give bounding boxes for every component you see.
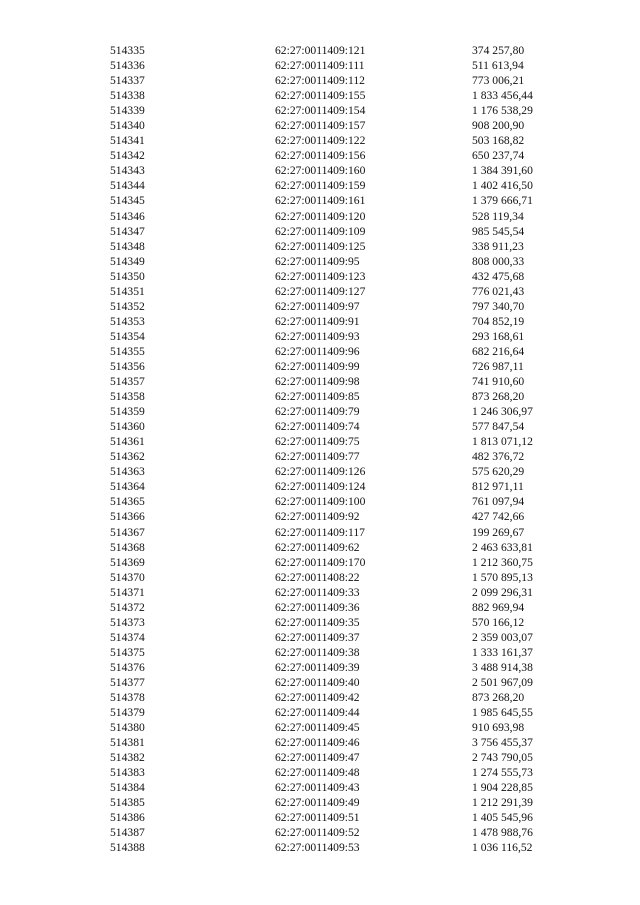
row-number-cell: 514370 <box>110 570 145 584</box>
table-row <box>110 269 540 284</box>
row-number-cell: 514335 <box>110 44 145 57</box>
cadastral-number-cell: 62:27:0011408:22 <box>275 570 360 584</box>
table-row <box>110 494 540 509</box>
row-number-cell: 514376 <box>110 660 145 674</box>
cadastral-number-cell: 62:27:0011409:40 <box>275 675 360 689</box>
table-row <box>110 359 540 374</box>
row-number-cell: 514365 <box>110 495 145 509</box>
table-row <box>110 840 540 855</box>
row-number-cell: 514340 <box>110 119 145 133</box>
row-number-cell: 514383 <box>110 766 145 780</box>
table-body <box>110 43 540 856</box>
table-row <box>110 58 540 73</box>
table-row <box>110 630 540 645</box>
cadastral-value-cell: 2 463 633,81 <box>472 540 533 554</box>
table-row <box>110 344 540 359</box>
table-row <box>110 705 540 720</box>
cadastral-number-cell: 62:27:0011409:157 <box>275 119 366 133</box>
cadastral-value-cell: 873 268,20 <box>472 691 525 705</box>
cadastral-value-cell: 726 987,11 <box>472 359 524 373</box>
cadastral-number-cell: 62:27:0011409:160 <box>275 164 366 178</box>
cadastral-value-cell: 1 036 116,52 <box>472 841 533 855</box>
cadastral-value-cell: 528 119,34 <box>472 209 524 223</box>
cadastral-value-cell: 1 274 555,73 <box>472 766 533 780</box>
cadastral-value-cell: 427 742,66 <box>472 510 525 524</box>
cadastral-number-cell: 62:27:0011409:161 <box>275 194 366 208</box>
cadastral-number-cell: 62:27:0011409:125 <box>275 239 366 253</box>
table-row <box>110 209 540 224</box>
cadastral-number-cell: 62:27:0011409:117 <box>275 525 365 539</box>
row-number-cell: 514337 <box>110 74 145 88</box>
cadastral-number-cell: 62:27:0011409:52 <box>275 826 360 840</box>
row-number-cell: 514386 <box>110 811 145 825</box>
cadastral-number-cell: 62:27:0011409:122 <box>275 134 366 148</box>
cadastral-value-cell: 873 268,20 <box>472 390 525 404</box>
cadastral-value-cell: 1 833 456,44 <box>472 89 533 103</box>
row-number-cell: 514369 <box>110 555 145 569</box>
cadastral-value-cell: 1 402 416,50 <box>472 179 533 193</box>
cadastral-value-cell: 1 570 895,13 <box>472 570 533 584</box>
cadastral-number-cell: 62:27:0011409:91 <box>275 314 360 328</box>
cadastral-number-cell: 62:27:0011409:77 <box>275 450 360 464</box>
cadastral-number-cell: 62:27:0011409:33 <box>275 585 360 599</box>
cadastral-number-cell: 62:27:0011409:74 <box>275 420 360 434</box>
cadastral-number-cell: 62:27:0011409:95 <box>275 254 360 268</box>
row-number-cell: 514348 <box>110 239 145 253</box>
row-number-cell: 514361 <box>110 435 145 449</box>
cadastral-number-cell: 62:27:0011409:75 <box>275 435 360 449</box>
cadastral-number-cell: 62:27:0011409:155 <box>275 89 366 103</box>
cadastral-number-cell: 62:27:0011409:36 <box>275 600 360 614</box>
cadastral-value-cell: 910 693,98 <box>472 721 525 735</box>
cadastral-number-cell: 62:27:0011409:120 <box>275 209 366 223</box>
cadastral-number-cell: 62:27:0011409:154 <box>275 104 366 118</box>
row-number-cell: 514338 <box>110 89 145 103</box>
row-number-cell: 514362 <box>110 450 145 464</box>
row-number-cell: 514381 <box>110 736 145 750</box>
cadastral-value-cell: 761 097,94 <box>472 495 525 509</box>
cadastral-value-cell: 741 910,60 <box>472 375 525 389</box>
cadastral-value-cell: 575 620,29 <box>472 465 525 479</box>
row-number-cell: 514379 <box>110 706 145 720</box>
table-row <box>110 464 540 479</box>
row-number-cell: 514387 <box>110 826 145 840</box>
row-number-cell: 514354 <box>110 329 145 343</box>
cadastral-value-cell: 1 813 071,12 <box>472 435 533 449</box>
row-number-cell: 514388 <box>110 841 145 855</box>
cadastral-value-cell: 682 216,64 <box>472 344 525 358</box>
cadastral-value-cell: 882 969,94 <box>472 600 525 614</box>
table-row <box>110 329 540 344</box>
table-row <box>110 750 540 765</box>
row-number-cell: 514343 <box>110 164 145 178</box>
table-row <box>110 780 540 795</box>
table-row <box>110 449 540 464</box>
row-number-cell: 514377 <box>110 675 145 689</box>
row-number-cell: 514368 <box>110 540 145 554</box>
table-row <box>110 43 540 58</box>
row-number-cell: 514382 <box>110 751 145 765</box>
cadastral-number-cell: 62:27:0011409:112 <box>275 74 365 88</box>
row-number-cell: 514341 <box>110 134 145 148</box>
cadastral-value-cell: 1 176 538,29 <box>472 104 533 118</box>
table-row <box>110 825 540 840</box>
cadastral-value-cell: 1 212 360,75 <box>472 555 533 569</box>
cadastral-value-cell: 1 405 545,96 <box>472 811 533 825</box>
row-number-cell: 514358 <box>110 390 145 404</box>
row-number-cell: 514373 <box>110 615 145 629</box>
cadastral-value-cell: 2 743 790,05 <box>472 751 533 765</box>
cadastral-value-cell: 2 359 003,07 <box>472 630 533 644</box>
cadastral-number-cell: 62:27:0011409:53 <box>275 841 360 855</box>
table-row <box>110 148 540 163</box>
cadastral-number-cell: 62:27:0011409:44 <box>275 706 360 720</box>
cadastral-number-cell: 62:27:0011409:109 <box>275 224 366 238</box>
cadastral-number-cell: 62:27:0011409:47 <box>275 751 360 765</box>
row-number-cell: 514336 <box>110 59 145 73</box>
cadastral-value-cell: 293 168,61 <box>472 329 525 343</box>
table-row <box>110 600 540 615</box>
cadastral-value-cell: 773 006,21 <box>472 74 525 88</box>
cadastral-value-cell: 776 021,43 <box>472 284 525 298</box>
table-row <box>110 555 540 570</box>
table-row <box>110 254 540 269</box>
row-number-cell: 514366 <box>110 510 145 524</box>
cadastral-number-cell: 62:27:0011409:37 <box>275 630 360 644</box>
table-row <box>110 133 540 148</box>
row-number-cell: 514339 <box>110 104 145 118</box>
cadastral-number-cell: 62:27:0011409:38 <box>275 645 360 659</box>
row-number-cell: 514350 <box>110 269 145 283</box>
cadastral-number-cell: 62:27:0011409:85 <box>275 390 360 404</box>
row-number-cell: 514367 <box>110 525 145 539</box>
row-number-cell: 514374 <box>110 630 145 644</box>
cadastral-number-cell: 62:27:0011409:35 <box>275 615 360 629</box>
cadastral-number-cell: 62:27:0011409:99 <box>275 359 360 373</box>
table-row <box>110 374 540 389</box>
cadastral-value-cell: 3 756 455,37 <box>472 736 533 750</box>
cadastral-value-cell: 812 971,11 <box>472 480 524 494</box>
table-row <box>110 88 540 103</box>
cadastral-number-cell: 62:27:0011409:170 <box>275 555 366 569</box>
table-row <box>110 585 540 600</box>
cadastral-number-cell: 62:27:0011409:100 <box>275 495 366 509</box>
cadastral-number-cell: 62:27:0011409:39 <box>275 660 360 674</box>
cadastral-value-cell: 985 545,54 <box>472 224 525 238</box>
table-row <box>110 675 540 690</box>
table-row <box>110 525 540 540</box>
table-row <box>110 284 540 299</box>
cadastral-number-cell: 62:27:0011409:159 <box>275 179 366 193</box>
table-row <box>110 615 540 630</box>
row-number-cell: 514363 <box>110 465 145 479</box>
table-row <box>110 690 540 705</box>
cadastral-value-cell: 570 166,12 <box>472 615 525 629</box>
cadastral-value-cell: 1 985 645,55 <box>472 706 533 720</box>
row-number-cell: 514372 <box>110 600 145 614</box>
cadastral-number-cell: 62:27:0011409:124 <box>275 480 366 494</box>
row-number-cell: 514347 <box>110 224 145 238</box>
cadastral-number-cell: 62:27:0011409:42 <box>275 691 360 705</box>
cadastral-value-cell: 1 379 666,71 <box>472 194 533 208</box>
cadastral-value-cell: 1 212 291,39 <box>472 796 533 810</box>
cadastral-number-cell: 62:27:0011409:97 <box>275 299 360 313</box>
cadastral-number-cell: 62:27:0011409:93 <box>275 329 360 343</box>
cadastral-number-cell: 62:27:0011409:127 <box>275 284 366 298</box>
table-row <box>110 224 540 239</box>
row-number-cell: 514364 <box>110 480 145 494</box>
cadastral-number-cell: 62:27:0011409:49 <box>275 796 360 810</box>
cadastral-value-cell: 908 200,90 <box>472 119 525 133</box>
table-row <box>110 479 540 494</box>
cadastral-value-cell: 199 269,67 <box>472 525 525 539</box>
cadastral-value-cell: 797 340,70 <box>472 299 525 313</box>
row-number-cell: 514349 <box>110 254 145 268</box>
table-row <box>110 239 540 254</box>
table-row <box>110 419 540 434</box>
cadastral-value-cell: 2 099 296,31 <box>472 585 533 599</box>
cadastral-value-table <box>110 43 540 856</box>
row-number-cell: 514356 <box>110 359 145 373</box>
cadastral-value-cell: 808 000,33 <box>472 254 525 268</box>
table-row <box>110 645 540 660</box>
cadastral-value-cell: 1 384 391,60 <box>472 164 533 178</box>
table-row <box>110 299 540 314</box>
cadastral-number-cell: 62:27:0011409:92 <box>275 510 360 524</box>
cadastral-value-cell: 1 904 228,85 <box>472 781 533 795</box>
table-row <box>110 795 540 810</box>
cadastral-value-cell: 338 911,23 <box>472 239 524 253</box>
table-row <box>110 163 540 178</box>
table-row <box>110 118 540 133</box>
row-number-cell: 514346 <box>110 209 145 223</box>
row-number-cell: 514371 <box>110 585 145 599</box>
cadastral-number-cell: 62:27:0011409:126 <box>275 465 366 479</box>
cadastral-value-cell: 577 847,54 <box>472 420 525 434</box>
cadastral-number-cell: 62:27:0011409:51 <box>275 811 360 825</box>
cadastral-value-cell: 1 246 306,97 <box>472 405 533 419</box>
table-row <box>110 314 540 329</box>
table-row <box>110 389 540 404</box>
row-number-cell: 514342 <box>110 149 145 163</box>
cadastral-value-cell: 3 488 914,38 <box>472 660 533 674</box>
row-number-cell: 514353 <box>110 314 145 328</box>
row-number-cell: 514345 <box>110 194 145 208</box>
cadastral-number-cell: 62:27:0011409:45 <box>275 721 360 735</box>
cadastral-value-cell: 2 501 967,09 <box>472 675 533 689</box>
row-number-cell: 514344 <box>110 179 145 193</box>
cadastral-value-cell: 482 376,72 <box>472 450 525 464</box>
table-row <box>110 178 540 193</box>
cadastral-number-cell: 62:27:0011409:62 <box>275 540 360 554</box>
cadastral-number-cell: 62:27:0011409:121 <box>275 44 366 57</box>
row-number-cell: 514375 <box>110 645 145 659</box>
row-number-cell: 514355 <box>110 344 145 358</box>
table-row <box>110 810 540 825</box>
cadastral-number-cell: 62:27:0011409:98 <box>275 375 360 389</box>
cadastral-number-cell: 62:27:0011409:48 <box>275 766 360 780</box>
table-row <box>110 720 540 735</box>
row-number-cell: 514351 <box>110 284 145 298</box>
table-row <box>110 660 540 675</box>
table-row <box>110 193 540 208</box>
table-row <box>110 509 540 524</box>
table-row <box>110 434 540 449</box>
row-number-cell: 514378 <box>110 691 145 705</box>
cadastral-value-cell: 704 852,19 <box>472 314 525 328</box>
cadastral-value-cell: 1 333 161,37 <box>472 645 533 659</box>
table-row <box>110 103 540 118</box>
row-number-cell: 514380 <box>110 721 145 735</box>
cadastral-value-cell: 1 478 988,76 <box>472 826 533 840</box>
cadastral-number-cell: 62:27:0011409:46 <box>275 736 360 750</box>
cadastral-value-cell: 432 475,68 <box>472 269 525 283</box>
row-number-cell: 514357 <box>110 375 145 389</box>
cadastral-number-cell: 62:27:0011409:123 <box>275 269 366 283</box>
table-row <box>110 735 540 750</box>
row-number-cell: 514384 <box>110 781 145 795</box>
cadastral-value-cell: 374 257,80 <box>472 44 525 57</box>
table-row <box>110 570 540 585</box>
cadastral-number-cell: 62:27:0011409:96 <box>275 344 360 358</box>
cadastral-value-cell: 650 237,74 <box>472 149 525 163</box>
row-number-cell: 514360 <box>110 420 145 434</box>
cadastral-value-cell: 503 168,82 <box>472 134 525 148</box>
cadastral-number-cell: 62:27:0011409:79 <box>275 405 360 419</box>
cadastral-number-cell: 62:27:0011409:156 <box>275 149 366 163</box>
row-number-cell: 514385 <box>110 796 145 810</box>
row-number-cell: 514352 <box>110 299 145 313</box>
cadastral-value-cell: 511 613,94 <box>472 59 524 73</box>
table-row <box>110 540 540 555</box>
cadastral-number-cell: 62:27:0011409:43 <box>275 781 360 795</box>
cadastral-number-cell: 62:27:0011409:111 <box>275 59 365 73</box>
row-number-cell: 514359 <box>110 405 145 419</box>
table-row <box>110 404 540 419</box>
table-row <box>110 73 540 88</box>
table-row <box>110 765 540 780</box>
